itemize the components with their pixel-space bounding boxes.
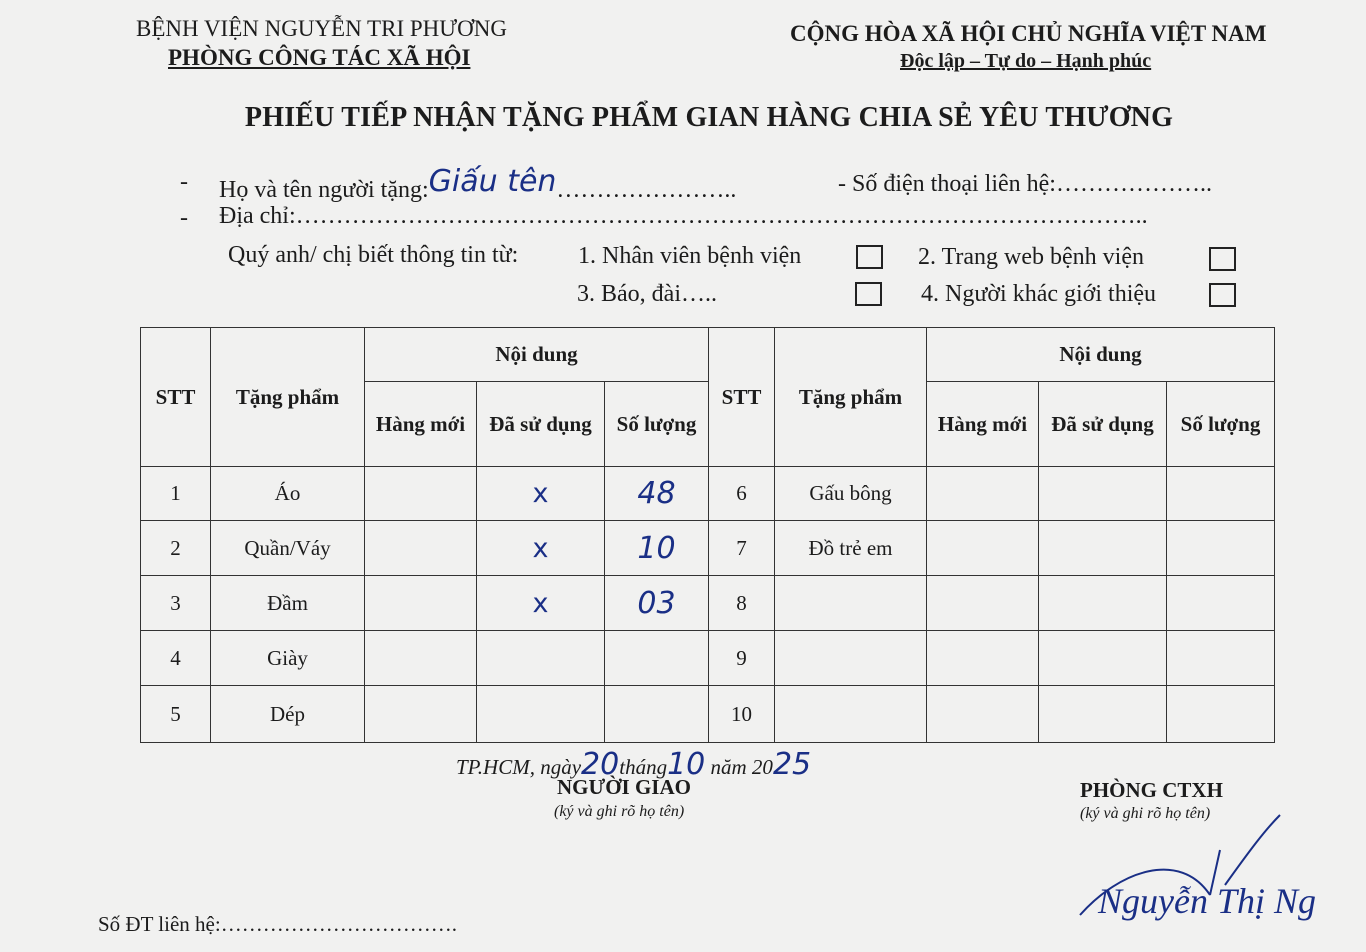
source-checkbox-2[interactable]: [1209, 247, 1236, 271]
source-label: Quý anh/ chị biết thông tin từ:: [228, 242, 519, 268]
right-item-cell[interactable]: [775, 576, 927, 631]
left-qty-cell[interactable]: 10: [605, 521, 709, 576]
left-item-cell[interactable]: Áo: [211, 467, 365, 521]
phone-dots: ………………..: [1055, 171, 1212, 197]
header-qty-right: Số lượng: [1167, 382, 1275, 467]
table-row: [141, 631, 1275, 686]
right-used-cell[interactable]: [1039, 576, 1167, 631]
left-item-cell[interactable]: Quần/Váy: [211, 521, 365, 576]
date-month: 10: [667, 747, 706, 782]
left-new-cell[interactable]: [365, 686, 477, 743]
phone-label: - Số điện thoại liên hệ:: [838, 171, 1056, 197]
right-used-cell[interactable]: [1039, 521, 1167, 576]
right-new-cell[interactable]: [927, 631, 1039, 686]
right-new-cell[interactable]: [927, 467, 1039, 521]
header-stt-right: STT: [709, 328, 775, 467]
left-new-cell[interactable]: [365, 631, 477, 686]
address-dots: ……………………………………………………………………………………………..: [295, 203, 1148, 229]
date-month-label: tháng: [619, 755, 668, 779]
date-day: 20: [581, 747, 620, 782]
right-stt-cell[interactable]: 10: [709, 686, 775, 743]
header-new-right: Hàng mới: [927, 382, 1039, 467]
hospital-name: BỆNH VIỆN NGUYỄN TRI PHƯƠNG: [136, 16, 507, 41]
header-qty-left: Số lượng: [605, 382, 709, 467]
bullet-dash: -: [180, 205, 188, 231]
phone-field: [838, 171, 1212, 198]
right-stt-cell[interactable]: 7: [709, 521, 775, 576]
right-qty-cell[interactable]: [1167, 467, 1275, 521]
right-item-cell[interactable]: Gấu bông: [775, 467, 927, 521]
header-used-left: Đã sử dụng: [477, 382, 605, 467]
right-stt-cell[interactable]: 6: [709, 467, 775, 521]
left-new-cell[interactable]: [365, 576, 477, 631]
donor-field: [219, 164, 737, 205]
office-label: PHÒNG CTXH: [1080, 778, 1223, 802]
table-row: [141, 686, 1275, 743]
left-stt-cell[interactable]: 1: [141, 467, 211, 521]
right-qty-cell[interactable]: [1167, 521, 1275, 576]
table-body: [141, 467, 1275, 743]
footer-phone-label: Số ĐT liên hệ:: [98, 912, 221, 936]
right-qty-cell[interactable]: [1167, 686, 1275, 743]
date-year-label: năm 20: [710, 755, 773, 779]
right-qty-cell[interactable]: [1167, 576, 1275, 631]
left-used-cell[interactable]: x: [477, 467, 605, 521]
left-item-cell[interactable]: Giày: [211, 631, 365, 686]
giver-note: (ký và ghi rõ họ tên): [554, 803, 685, 820]
right-new-cell[interactable]: [927, 686, 1039, 743]
right-used-cell[interactable]: [1039, 467, 1167, 521]
donor-label: Họ và tên người tặng:: [219, 177, 429, 203]
header-new-left: Hàng mới: [365, 382, 477, 467]
address-label: Địa chỉ:: [219, 203, 296, 229]
signature-name: Nguyễn Thị Ng: [1098, 881, 1317, 921]
source-checkbox-4[interactable]: [1209, 283, 1236, 307]
right-item-cell[interactable]: [775, 631, 927, 686]
source-option-4: 4. Người khác giới thiệu: [921, 281, 1157, 307]
right-item-cell[interactable]: Đồ trẻ em: [775, 521, 927, 576]
left-stt-cell[interactable]: 3: [141, 576, 211, 631]
address-field: [219, 203, 1264, 230]
date-place: TP.HCM, ngày: [456, 755, 582, 779]
date-year: 25: [772, 747, 812, 782]
table-row: [141, 521, 1275, 576]
left-used-cell[interactable]: [477, 631, 605, 686]
giver-label: NGƯỜI GIAO: [557, 775, 691, 799]
header-used-right: Đã sử dụng: [1039, 382, 1167, 467]
right-item-cell[interactable]: [775, 686, 927, 743]
header-stt-left: STT: [141, 328, 211, 467]
donation-table: [140, 327, 1275, 743]
left-stt-cell[interactable]: 4: [141, 631, 211, 686]
left-item-cell[interactable]: Đầm: [211, 576, 365, 631]
left-used-cell[interactable]: x: [477, 521, 605, 576]
left-qty-cell[interactable]: [605, 686, 709, 743]
form-title: PHIẾU TIẾP NHẬN TẶNG PHẨM GIAN HÀNG CHIA SẺ YÊU THƯƠNG: [244, 102, 1174, 133]
header-item-left: Tặng phẩm: [211, 328, 365, 467]
left-stt-cell[interactable]: 2: [141, 521, 211, 576]
right-stt-cell[interactable]: 8: [709, 576, 775, 631]
footer-phone: [98, 912, 457, 937]
source-option-3: 3. Báo, đài…..: [577, 281, 717, 307]
header-item-right: Tặng phẩm: [775, 328, 927, 467]
left-new-cell[interactable]: [365, 521, 477, 576]
bullet-dash: -: [180, 169, 188, 195]
source-checkbox-1[interactable]: [856, 245, 883, 269]
source-option-1: 1. Nhân viên bệnh viện: [578, 243, 802, 269]
table-row: [141, 576, 1275, 631]
header-content-right: Nội dung: [927, 328, 1275, 382]
donor-value: Giấu tên: [428, 164, 557, 199]
national-motto: Độc lập – Tự do – Hạnh phúc: [900, 50, 1152, 72]
footer-phone-dots: …………………………….: [220, 912, 457, 936]
national-title: CỘNG HÒA XÃ HỘI CHỦ NGHĨA VIỆT NAM: [790, 21, 1267, 46]
office-note: (ký và ghi rõ họ tên): [1080, 805, 1211, 822]
left-qty-cell[interactable]: 48: [605, 467, 709, 521]
department-name: PHÒNG CÔNG TÁC XÃ HỘI: [168, 45, 471, 70]
source-checkbox-3[interactable]: [855, 282, 882, 306]
left-item-cell[interactable]: Dép: [211, 686, 365, 743]
left-qty-cell[interactable]: [605, 631, 709, 686]
header-content-left: Nội dung: [365, 328, 709, 382]
right-new-cell[interactable]: [927, 576, 1039, 631]
right-stt-cell[interactable]: 9: [709, 631, 775, 686]
right-used-cell[interactable]: [1039, 686, 1167, 743]
right-used-cell[interactable]: [1039, 631, 1167, 686]
table-row: [141, 467, 1275, 521]
left-used-cell[interactable]: [477, 686, 605, 743]
left-used-cell[interactable]: x: [477, 576, 605, 631]
left-qty-cell[interactable]: 03: [605, 576, 709, 631]
right-new-cell[interactable]: [927, 521, 1039, 576]
left-new-cell[interactable]: [365, 467, 477, 521]
source-option-2: 2. Trang web bệnh viện: [918, 244, 1144, 270]
left-stt-cell[interactable]: 5: [141, 686, 211, 743]
donor-dots: …………………..: [556, 177, 737, 203]
right-qty-cell[interactable]: [1167, 631, 1275, 686]
